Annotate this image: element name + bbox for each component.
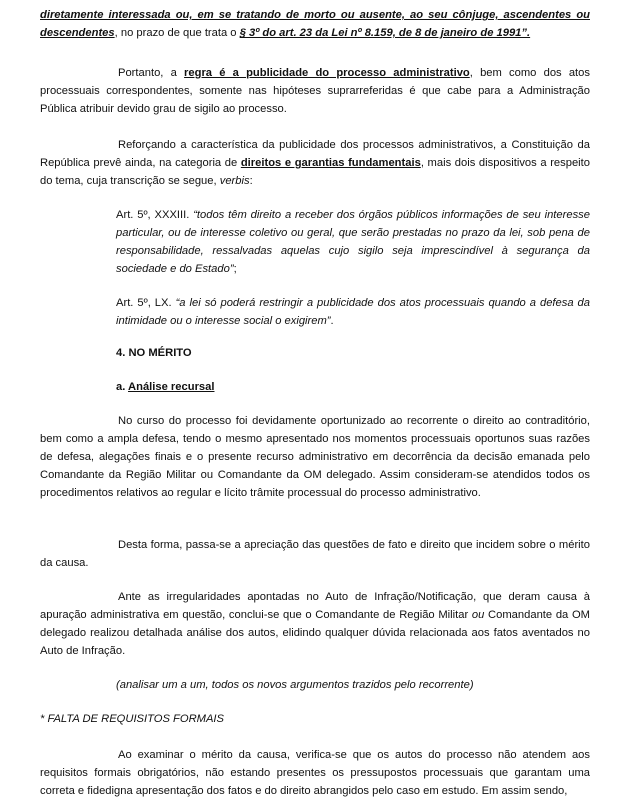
fundamental-rights-emphasis: direitos e garantias fundamentais	[240, 157, 421, 169]
text: Ante as irregularidades apontadas no Auto de Infração/Notificação, que deram causa à apuração administrativa em questão, conclui-se que o Comandante de Região Militar	[40, 591, 590, 621]
text: , bem como dos atos processuais correspondentes, somente nas hipóteses suprarreferidas é que cabe para a Administração Pública atribuir devido grau de sigilo ao processo.	[40, 67, 590, 115]
section-heading-merito	[116, 344, 590, 362]
quote-text: “todos têm direito a receber dos órgãos públicos informações de seu interesse particular, ou de interesse coletivo ou geral, que serão prestadas no prazo da lei, sob pena de responsabilidade, ressalvadas aquelas cujo sigilo seja imprescindível à segurança da sociedade e do Estado”	[116, 209, 590, 275]
paragraph-publicity-rule	[40, 64, 590, 118]
paragraph-constitution	[40, 136, 590, 190]
subheading-label: Análise recursal	[128, 381, 215, 393]
quote-art5-xxxiii	[116, 206, 590, 278]
paragraph-citation-end	[40, 6, 590, 42]
paragraph-process-course: No curso do processo foi devidamente oportunizado ao recorrente o direito ao contraditório, bem como a ampla defesa, tendo o mesmo apresentado nos momentos processuais oportunos suas razões de defesa, alegações finais e o presente recurso administrativo em decorrência da decisão emanada pelo Comandante da Região Militar ou Comandante da OM delegado. Assim consideram-se atendidos todos os procedimentos relativos ao regular e lícito trâmite processual do processo administrativo.	[40, 415, 590, 499]
quote-end: .	[330, 315, 334, 327]
text: Comandante da OM delegado realizou detalhada análise dos autos, elidindo qualquer dúvida relacionada aos fatos aventados no Auto de Infração.	[40, 609, 590, 657]
quote-end: ;	[233, 263, 237, 275]
publicity-rule-emphasis: regra é a publicidade do processo administrativo	[184, 67, 470, 79]
citation-text: , no prazo de que trata o	[114, 27, 240, 39]
verbis-term: verbis	[219, 175, 250, 187]
text: :	[249, 175, 253, 187]
citation-emphasis: diretamente interessada ou, em se tratando de morto ou ausente, ao seu cônjuge, ascendentes ou descendentes	[40, 9, 590, 39]
subsection-heading-analise	[116, 378, 590, 396]
text: Reforçando a característica da publicidade dos processos administrativos, a Constituição da República prevê ainda, na categoria de	[40, 139, 590, 169]
heading-formal-requirements: * FALTA DE REQUISITOS FORMAIS	[40, 713, 224, 725]
text: Portanto, a	[118, 67, 185, 79]
paragraph-irregularities	[40, 588, 590, 660]
paragraph-formal-requirements: Ao examinar o mérito da causa, verifica-se que os autos do processo não atendem aos requisitos formais obrigatórios, não estando presentes os pressupostos processuais que garantam uma correta e fidedigna apresentação dos fatos e do direito abrangidos pelo caso em estudo. Em assim sendo,	[40, 749, 590, 797]
text: , mais dois dispositivos a respeito do tema, cuja transcrição se segue,	[40, 157, 591, 187]
quote-text: “a lei só poderá restringir a publicidade dos atos processuais quando a defesa da intimidade ou o interesse social o exigirem”	[116, 297, 590, 327]
subheading-prefix: a.	[116, 381, 129, 393]
ou-term: ou	[471, 609, 485, 621]
quote-lead: Art. 5º, XXXIII.	[116, 209, 194, 221]
paragraph-merit-intro: Desta forma, passa-se a apreciação das questões de fato e direito que incidem sobre o mérito da causa.	[40, 539, 590, 569]
heading-text: 4. NO MÉRITO	[116, 347, 192, 359]
quote-lead: Art. 5º, LX.	[116, 297, 176, 309]
quote-art5-lx	[116, 294, 590, 330]
analysis-note: (analisar um a um, todos os novos argumentos trazidos pelo recorrente)	[116, 679, 474, 691]
law-reference: § 3º do art. 23 da Lei nº 8.159, de 8 de janeiro de 1991”.	[239, 27, 531, 39]
